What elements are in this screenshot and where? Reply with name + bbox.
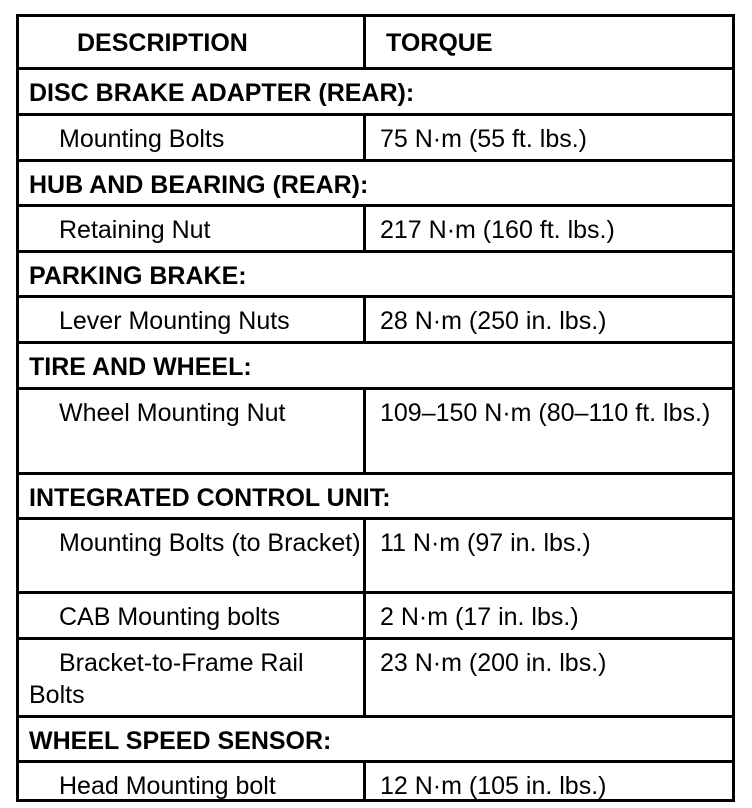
torque-cell: 75 N·m (55 ft. lbs.) [380, 125, 587, 153]
section-header-row [19, 162, 732, 207]
torque-cell: 2 N·m (17 in. lbs.) [380, 603, 579, 631]
section-title-integrated-control-unit: INTEGRATED CONTROL UNIT: [29, 484, 391, 512]
description-cell [19, 640, 366, 715]
torque-cell: 11 N·m (97 in. lbs.) [380, 529, 591, 557]
section-header-row [19, 718, 732, 763]
description-text: Retaining Nut [59, 216, 211, 244]
description-cell [19, 594, 366, 637]
section-title-tire-and-wheel: TIRE AND WHEEL: [29, 353, 252, 381]
description-text: Head Mounting bolt [59, 772, 276, 800]
torque-cell: 109–150 N·m (80–110 ft. lbs.) [380, 399, 711, 427]
description-text: Wheel Mounting Nut [59, 399, 286, 427]
table-row [19, 594, 732, 640]
torque-cell: 28 N·m (250 in. lbs.) [380, 307, 607, 335]
description-text: CAB Mounting bolts [59, 603, 280, 631]
torque-specification-table [16, 14, 735, 802]
torque-cell: 217 N·m (160 ft. lbs.) [380, 216, 615, 244]
description-text: Lever Mounting Nuts [59, 307, 290, 335]
table-row [19, 640, 732, 718]
description-text: Mounting Bolts [59, 125, 225, 153]
table-row [19, 298, 732, 344]
table-row [19, 520, 732, 594]
description-text: Mounting Bolts (to Bracket) [59, 529, 361, 557]
table-row [19, 116, 732, 162]
section-header-row [19, 253, 732, 298]
description-cell [19, 207, 366, 250]
description-cell [19, 520, 366, 591]
description-column-header: DESCRIPTION [19, 17, 366, 67]
section-header-row [19, 475, 732, 520]
torque-cell: 23 N·m (200 in. lbs.) [380, 649, 607, 677]
section-title-wheel-speed-sensor: WHEEL SPEED SENSOR: [29, 727, 332, 755]
table-row [19, 763, 732, 799]
section-header-row [19, 70, 732, 116]
table-header-row [19, 17, 732, 70]
description-cell [19, 298, 366, 341]
description-text: Bracket-to-Frame Rail Bolts [29, 649, 304, 709]
section-header-row [19, 344, 732, 390]
section-title-parking-brake: PARKING BRAKE: [29, 262, 247, 290]
section-title-hub-and-bearing: HUB AND BEARING (REAR): [29, 171, 369, 199]
description-cell [19, 390, 366, 472]
table-row [19, 207, 732, 253]
table-row [19, 390, 732, 475]
description-cell [19, 763, 366, 799]
torque-cell: 12 N·m (105 in. lbs.) [380, 772, 607, 800]
description-cell [19, 116, 366, 159]
torque-column-header: TORQUE [386, 29, 493, 57]
section-title-disc-brake-adapter: DISC BRAKE ADAPTER (REAR): [29, 79, 415, 107]
